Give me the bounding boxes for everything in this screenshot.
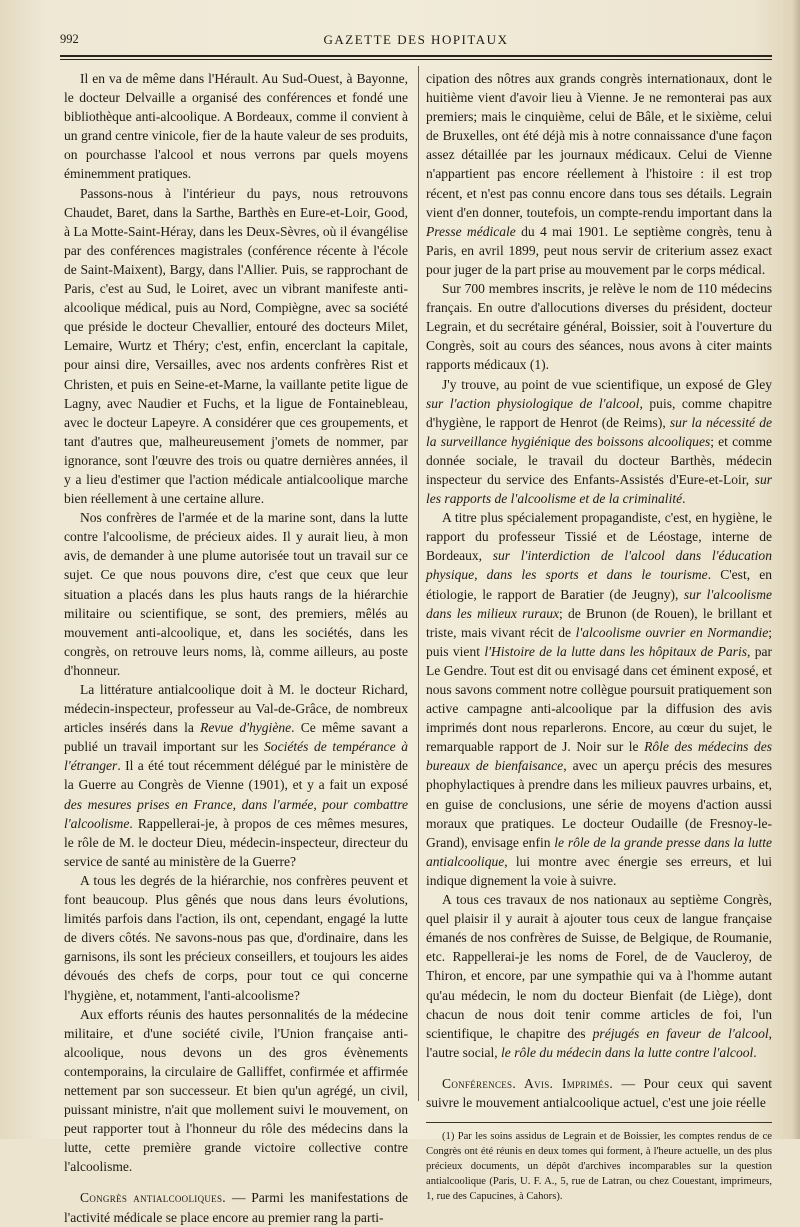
text-run: Aux efforts réunis des hautes personnalités de la médecine militaire, et d'une société civile, l'Union française anti-alcoolique, nous devons un des gros évènements contemporains, la circulaire de Galliffet, confirmée et affirmée nettement par son successeur. Et bien qu'un agrégé, un civil, puissant ministre, n'ait que mollement suivi le mouvement, on peut rapporter tout à l'honneur du rôle des médecins dans la lutte, cette première grande victoire collective contre l'alcoolisme. (64, 1006, 408, 1175)
italic-title: le rôle du médecin dans la lutte contre l'alcool (501, 1044, 754, 1060)
italic-title: sur l'action physiologique de l'alcool (426, 395, 640, 411)
text-run: Passons-nous à l'intérieur du pays, nous retrouvons Chaudet, Baret, dans la Sarthe, Barthès en Eure-et-Loir, Good, à La Motte-Saint-Héray, dans les Deux-Sèvres, où il évangélise par des conférences magistrales (conférence récente à l'école de Saint-Maixent), Bargy, dans l'Allier. Puis, se rapprochant de Paris, c'est au Sud, le Loiret, avec un vibrant manifeste anti-alcoolique médical, puis au Nord, Compiègne, avec sa société que préside le docteur Chevallier, entouré des docteurs Milet, Lemaire, Wurtz et Théry; c'est, enfin, encerclant la capitale, pour ainsi dire, Versailles, avec nos ardents confrères Rist et Christen, et puis en Seine-et-Marne, la vaillante petite ligue de Lagny, avec Naudier et Fuchs, et la ligue de Fontainebleau, avec le docteur Lapeyre. A considérer que ces groupements, et tant d'autres que, malheureusement j'omets de nommer, par ignorance, sont l'œuvre des trois ou quatre dernières années, il y a lieu d'estimer que l'action médicale antialcoolique marche bien réellement à une certaine allure. (64, 185, 408, 507)
italic-title: l'Histoire de la lutte dans les hôpitaux de Paris (484, 643, 747, 659)
italic-title: sur la nécessité de la surveillance hygiénique des boissons alcooliques (426, 414, 772, 449)
italic-title: Sociétés de tempérance à l'étranger (64, 739, 409, 774)
paragraph (64, 1005, 408, 1177)
paragraph (426, 279, 772, 374)
paragraph (426, 69, 772, 279)
section-heading: Conférences. Avis. Imprimés. (442, 1075, 614, 1091)
italic-title: des mesures prises en France, dans l'armée, pour combattre l'alcoolisme (64, 796, 408, 831)
paragraph (426, 890, 772, 1062)
text-run: . Il a été tout récemment délégué par le ministère de la Guerre au Congrès de Vienne (1901), et y a fait un exposé (64, 758, 408, 793)
text-run: . (753, 1044, 757, 1060)
text-run: , lui montre avec énergie ses erreurs, et lui indique dignement la voie à suivre. (426, 853, 772, 888)
text-run: A tous ces travaux de nos nationaux au septième Congrès, quel plaisir il y aurait à ajouter tous ceux de langue française émanés de nos confrères de Suisse, de Belgique, de Roumanie, etc. Rappellerai-je les noms de Forel, de de Vaucleroy, de Thiron, et encore, par une sympathie qui va à l'homme autant qu'au médecin, le nom du docteur Bienfait (de Liège), dont chacun de nous doit tenir comme articles de foi, l'un scientifique, le chapitre des (426, 892, 772, 1041)
text-run: . Rappellerai-je, à propos de ces mêmes mesures, le rôle de M. le docteur Dieu, médecin-inspecteur, directeur du service de santé au ministère de la Guerre? (64, 815, 408, 869)
column-divider (418, 66, 419, 1101)
page-header (60, 30, 772, 52)
text-run: cipation des nôtres aux grands congrès internationaux, dont le huitième vient d'avoir lieu à Vienne. Je ne remonterai pas aux premiers; mais le cinquième, celui de Bâle, et le sixième, celui de Bruxelles, ont été déjà mis à notre connaissance d'une façon assez détaillée par les journaux médicaux. Celui de Vienne n'appartient pas encore réellement à l'histoire : il est trop récent, et n'est pas connu encore dans tous ses détails. Legrain vient d'en donner, toutefois, un compte-rendu important dans la (426, 71, 772, 220)
header-rule-thin (60, 59, 772, 60)
italic-title: le rôle de la grande presse dans la lutte antialcoolique (426, 834, 772, 869)
text-run: A tous les degrés de la hiérarchie, nos confrères peuvent et font beaucoup. Plus gênés que nous dans leurs évolutions, limités parfois dans l'action, ils ont, cependant, engagé la lutte de divers côtés. Ne savons-nous pas que, d'ordinaire, dans les garnisons, ils sont les précieux conseillers, et toujours les aides dévoués des chefs de corps, pour tout ce qui concerne l'hygiène, et, notamment, l'anti-alcoolisme? (64, 872, 408, 1003)
text-run: . C'est, en étiologie, le rapport de Baratier (de Jeugny), (426, 567, 773, 602)
italic-title: Rôle des médecins des bureaux de bienfaisance (426, 739, 772, 774)
text-run: Il en va de même dans l'Hérault. Au Sud-Ouest, à Bayonne, le docteur Delvaille a organisé des conférences et fondé une bibliothèque anti-alcoolique. A Bordeaux, comme il convient à un grand centre vinicole, fier de la haute valeur de ses produits, on pourchasse l'alcool et nous verrons par quels moyens éminemment pratiques. (64, 71, 408, 182)
left-column (64, 69, 408, 1227)
journal-title: GAZETTE DES HOPITAUX (323, 32, 509, 47)
text-run: . (682, 491, 686, 507)
italic-title: l'alcoolisme ouvrier en Normandie (575, 624, 769, 640)
text-run: ; et comme donnée sociale, le travail du docteur Barthès, médecin inspecteur du service des Enfants-Assistés d'Eure-et-Loir, (426, 433, 772, 487)
italic-title: Presse médicale (426, 223, 516, 239)
text-run: du 4 mai 1901. Le septième congrès, tenu à Paris, en avril 1899, peut nous servir de criterium assez exact pour juger de la part prise au mouvement par le corps médical. (426, 223, 772, 277)
text-run: A titre plus spécialement propagandiste, c'est, en hygiène, le rapport du professeur Tissié et de Léostage, interne de Bordeaux, (426, 510, 772, 564)
text-run: , par Le Gendre. Tout est dit ou envisagé dans cet éminent exposé, et nous savons comment notre collègue poursuit pratiquement son active campagne anti-alcoolique par la diffusion des avis imprimés dont nous reparlerons. Encore, au cœur du sujet, le remarquable rapport de J. Noir sur le (426, 643, 772, 755)
paragraph (426, 1074, 772, 1112)
right-column (426, 69, 772, 1204)
text-run: , l'autre social, (426, 1025, 773, 1060)
paragraph (64, 69, 408, 184)
paragraph (64, 184, 408, 509)
footnote: (1) Par les soins assidus de Legrain et de Boissier, les comptes rendus de ce Congrès ont été réunis en deux tomes qui forment, à l'heure actuelle, un des plus précieux documents, un dépôt d'archives incomparables sur la question antialcoolique (Paris, U. F. A., 5, rue de Latran, ou chez Couestant, imprimeurs, 1, rue des Capucines, à Cahors). (426, 1130, 772, 1202)
text-run: — Parmi les manifestations de l'activité médicale se place encore au premier rang la parti- (64, 1190, 408, 1225)
page-edge-shadow (792, 0, 800, 1139)
paragraph (64, 871, 408, 1005)
italic-title: sur l'alcoolisme dans les milieux ruraux (426, 586, 773, 621)
text-run: La littérature antialcoolique doit à M. le docteur Richard, médecin-inspecteur, professeur au Val-de-Grâce, de nombreux articles insérés dans la (64, 682, 408, 736)
text-run: J'y trouve, au point de vue scientifique, un exposé de Gley (442, 376, 772, 392)
italic-title: Revue d'hygiène (200, 720, 292, 736)
section-heading: Congrès antialcooliques. (80, 1190, 226, 1206)
text-run: ; puis vient (426, 624, 772, 659)
right-column-body (426, 69, 772, 1112)
paragraph (426, 375, 772, 509)
italic-title: préjugés en faveur de l'alcool (592, 1025, 769, 1041)
footnote-rule (426, 1122, 772, 1123)
italic-title: sur les rapports de l'alcoolisme et de la criminalité (426, 471, 772, 507)
text-run: Nos confrères de l'armée et de la marine sont, dans la lutte contre l'alcoolisme, de précieux aides. Il y aurait lieu, à mon avis, de demander à une plume autorisée tout un travail sur ce sujet. Ce que nous pouvons dire, c'est que ceux que leur situation a placés dans les plus hauts rangs de la hiérarchie militaire ou scientifique, se sont, des premiers, mêlés au mouvement anti-alcoolique, et, dans les sociétés, dans les congrès, on retrouve leurs noms, là, comme ailleurs, au poste d'honneur. (64, 510, 408, 678)
text-run: Sur 700 membres inscrits, je relève le nom de 110 médecins français. En outre d'allocutions diverses du président, docteur Legrain, et du secrétaire général, Boissier, soit à l'ouverture du Congrès, soit au cours des séances, nous avons à citer maints rapports médicaux (1). (426, 281, 772, 373)
text-run: . Ce même savant a publié un travail important sur les (64, 720, 408, 755)
text-run: ; de Brunon (de Rouen), le brillant et triste, mais vivant récit de (426, 605, 772, 640)
text-run: , puis, comme chapitre d'hygiène, le rapport de Henrot (de Reims), (426, 395, 773, 430)
header-rule-thick (60, 55, 772, 57)
text-run: — Pour ceux qui savent suivre le mouvement antialcoolique actuel, c'est une joie réelle (426, 1075, 772, 1110)
italic-title: sur l'interdiction de l'alcool dans l'éducation physique, dans les sports et dans le tourisme (426, 548, 772, 583)
paragraph (64, 1188, 408, 1226)
paragraph (426, 508, 772, 890)
paragraph (64, 680, 408, 871)
text-run: , avec un aperçu précis des mesures phophylactiques à prendre dans les milieux pauvres urbains, et, en guise de conclusions, une série de moyens d'action aussi moraux que pratiques. Le docteur Oudaille (de Fresnoy-le-Grand), envisage enfin (426, 758, 772, 850)
page-number: 992 (60, 32, 79, 46)
paragraph (64, 508, 408, 680)
